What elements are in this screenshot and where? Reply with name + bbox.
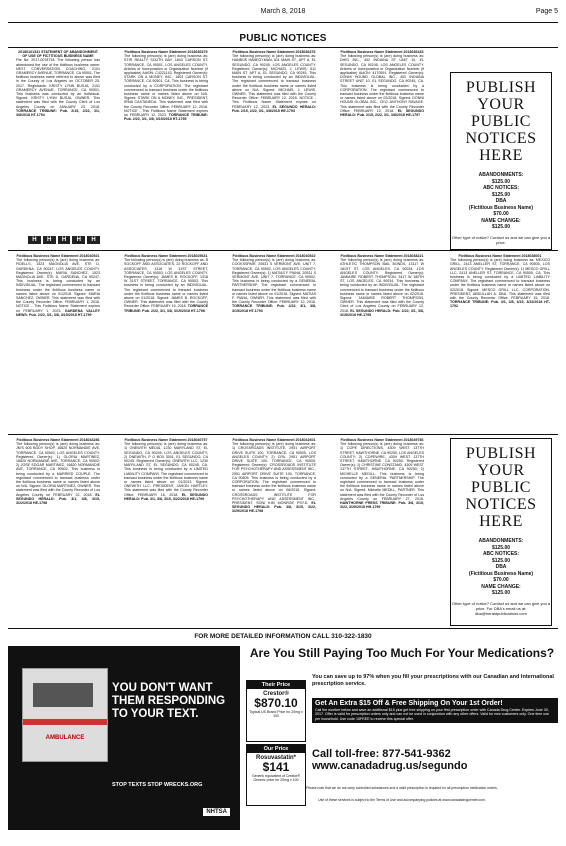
notice-body: The following person(s) is (are) doing business as: HANBOK HANEGYMAN, 611 MAIN ST., APT A, EL SEGUNDO, CA 90245, LOS ANGELES COUNTY. Registered Owner(s): MICHAEL J. LEWIS, 611 MAIN ST. APT A, EL SEGUNDO, CA 90245. This business is being conducted by an INDIVIDUAL. The registrant commenced to transact business under the fictitious business name or names listed above on N/A. Signed: MICHAEL J. LEWIS, OWNER. This statement was filed with the County Recorder Office: FEBRUARY 12, 2018. NOTICE - This Fictitious Name Statement expires on FEBRUARY 12, 2023. <box>232 54 316 109</box>
notice-pub: TORRANCE TRIBUNE: Pub. 2/22, 3/1, 3/8, 3/15/2018 HT-1793 <box>232 304 316 313</box>
ad-note: Other type of notice? Contact us and we can give you a price. <box>451 234 551 245</box>
filler-logos <box>28 236 100 244</box>
notice-title: Fictitious Business Name Statement 2018049786 <box>340 438 424 442</box>
terms-print: Use of these services is subject to the Terms of Use and accompanying policies at www.canadadrugcenter.com. <box>318 798 486 802</box>
section-title: PUBLIC NOTICES <box>239 33 327 44</box>
nhtsa-logo: NHTSA <box>203 808 230 816</box>
ambulance-stripe <box>23 719 107 725</box>
notice-pub: TORRANCE TRIBUNE: Pub. 2/22, 3/1, 3/8, 3/15/2018 HT-1795 <box>124 113 208 122</box>
notice-pub: EL SEGUNDO HERALD: Pub. 2/22, 3/1, 3/8, 3/15/2018 HE-1795 <box>340 308 424 317</box>
fee-list: ABANDONMENTS: $125.00 ABC NOTICES: $125.00 DBA (Fictitious Business Name) $70.00 NAME CHANGE: $125.00 <box>468 538 534 596</box>
section-rule <box>8 47 558 48</box>
page-header <box>0 0 566 22</box>
notice-title: Fictitious Business Name Statement 2018040522 <box>232 254 316 258</box>
fee-list: ABANDONMENTS: $125.00 ABC NOTICES: $125.00 DBA (Fictitious Business Name) $70.00 NAME CHANGE: $125.00 <box>468 172 534 230</box>
info-bar: FOR MORE DETAILED INFORMATION CALL 310-322-1830 <box>194 633 372 640</box>
notice-pub: GARDENA VALLEY NEWS: Pub. 2/22, 3/1, 3/8, 3/15/2018 HT-1799 <box>16 308 100 317</box>
website-link[interactable]: www.canadadrug.us/segundo <box>312 760 468 772</box>
ad-headline: PUBLISH YOUR PUBLIC NOTICES HERE <box>465 445 537 530</box>
notice <box>124 50 208 246</box>
pharmacy-ad-tagline: You can save up to 97% when you fill your prescriptions with our Canadian and International prescription service. <box>312 674 554 687</box>
row-rule <box>8 250 558 251</box>
our-price-box: Our Price Rosuvastatin* $141 Generic equivalent of Crestor® Generic price for 20mg x 100 <box>246 744 306 806</box>
fine-print: Please note that we do not carry controlled substances and a valid prescription is required for all prescription medication orders. <box>306 786 498 790</box>
notice-pub: EL SEGUNDO HERALD: Pub. 2/15, 2/22, 3/1, 3/8/2018 HE-1797 <box>340 108 424 118</box>
notice-title: Fictitious Business Name Statement 2018044286 <box>16 438 100 442</box>
notice-title: Fictitious Business Name Statement 2018036376 <box>232 50 316 54</box>
publish-notices-ad <box>450 438 552 626</box>
notice-pub: HAWTHORNE PRESS TRIBUNE: Pub. 3/8, 3/15, 3/22, 3/29/2018 HH-1799 <box>340 501 424 510</box>
texting-ad-sub: STOP TEXTS STOP WRECKS.ORG <box>112 782 203 788</box>
notice-title: Fictitious Business Name Statement 2018036443 <box>340 50 424 54</box>
notice <box>232 438 316 626</box>
notice <box>340 254 424 432</box>
filler-logo: H <box>58 236 71 244</box>
filler-logo: H <box>28 236 41 244</box>
pharmacy-ad-headline: Are You Still Paying Too Much For Your Medications? <box>249 646 555 660</box>
row-rule <box>8 434 558 435</box>
texting-ad-headline: YOU DON'T WANT THEM RESPONDING TO YOUR TEXT. <box>112 682 226 720</box>
notice-body: The following person(s) is (are) doing business as: FIDELLS, 1523 MAGNOLIA AVE, STE D, GARDENA, CA 90247, LOS ANGELES COUNTY. Registered Owner(s): MARIA SANCHEZ, 1523 MAGNOLIA AVE, STE D, GARDENA, CA 90247. This business is being conducted by an INDIVIDUAL. The registrant commenced to transact business under the fictitious business name or names listed above on 01/2018. Signed: MARIA SANCHEZ, OWNER. This statement was filed with the County Recorder Office: FEBRUARY 1, 2018. NOTICE - This Fictitious Name Statement expires on FEBRUARY 1, 2023. <box>16 258 100 313</box>
notice-body: The following person(s) is (are) doing business as: COOKSSPAIR, 20531 S VERMONT AVE, UNIT 7, TORRANCE, CA 90502, LOS ANGELES COUNTY. Registered Owner(s): 1) MATIAS F PIANA, 20531 S VERMONT AVE, UNIT 7, TORRANCE, CA 90502. This business is being conducted by a GENERAL PARTNERSHIP. The registrant commenced to transact business under the fictitious business name or names listed above on 01/2018. Signed: MATIAS F. PIANA, OWNER. This statement was filed with the County Recorder Office: FEBRUARY 12, 2018. <box>232 258 316 305</box>
notice-body: The following person(s) is (are) doing business as: STIR REALTY SOUTH BAY, 1603 CARSON ST. TORRANCE, CA 90501, LOS ANGELES COUNTY. Articles of Incorporation or Organization Number (if applicable) AI#ON: C4221143. Registered Owner(s): STARK ON A MONEY, INC., 1603 CARSON ST. TORRANCE, CA 90501, CA. This business is being conducted by a CORPORATION. The registrant commenced to transact business under the fictitious business name or names listed above on N/A. Signed: STARK ON A MONEY, INC., PRESIDENT, IRMA CASTANEDA. This statement was filed with the County Recorder Office: FEBRUARY 12, 2018. NOTICE - This Fictitious Name Statement expires on FEBRUARY 12, 2023. <box>124 54 208 118</box>
notice-pub: TORRANCE TRIBUNE: Pub. 2/22, 3/1, 3/8, 3/15/2018 HT-1798 <box>124 304 208 313</box>
ambulance-window <box>33 683 93 707</box>
row-rule <box>8 628 558 629</box>
ambulance-image <box>22 668 108 762</box>
notice-pub: EL SEGUNDO HERALD: Pub. 3/8, 3/15, 3/22, 3/29/2018 HE-1798 <box>232 501 316 514</box>
header-rule <box>8 22 558 23</box>
filler-logo: H <box>72 236 85 244</box>
ad-note: Other type of notice? Contact us and we can give you a price. For DBA's email us at: dba@heraldpublications.com <box>451 600 551 616</box>
notice-title: Fictitious Business Name Statement 2018038001 <box>458 254 542 258</box>
notice-body: The following person(s) is (are) doing business as: 1) COPE DIRECTIONS, 4309 WEST 137TH STREET, HAWTHORNE, CA 90250, LOS ANGELES COUNTY; 2) COPEWIRE, 4309 WEST 137TH STREET, HAWTHORNE, CA 90250. Registered Owner(s): 1) CHRISTINE CONSTAND, 4309 WEST 137TH STREET, HAWTHORNE, CA 90250; 2) MICHELLE MEDILL. This business is being conducted by a GENERAL PARTNERSHIP. The registrant commenced to transact business under the fictitious business name or names listed above on N/A. Signed: Michelle MEDILL, PARTNER. This statement was filed with the County Recorder of Los Angeles County on FEBRUARY 27, 2018. <box>340 442 424 501</box>
notice <box>124 438 208 626</box>
notice <box>340 438 424 626</box>
filler-logo: H <box>43 236 56 244</box>
notice-body: The following person(s) is (are) doing business as: B SOCKOFF AND ASSOCIATES, 22 ROCKOFF AND ASSOCIATES, 1318 W 31ST STREET, TORRANCE, CA 90503, LOS ANGELES COUNTY. Registered Owner(s): JAMES B. ROCKOFF, 1318 W 31ST STREET, TORRANCE, CA 90503. This business is being conducted by an INDIVIDUAL. The registrant commenced to transact business under the fictitious business name or names listed above on 01/2018. Signed: JAMES B. ROCKOFF, OWNER. This statement was filed with the County Recorder Office: FEBRUARY 15, 2018. <box>124 258 208 309</box>
notice-pub: TORRANCE TRIBUNE: Pub. 3/1, 3/8, 3/15, 3/22/2018 HT-1792 <box>450 300 550 309</box>
notice-body: The following person(s) is (are) doing business as: ATHLETIC THOMPSON BAIL BONDS, 13117 W 181ST ST, LOS ANGELES, CA 90034, LOS ANGELES COUNTY. Registered Owner(s): JAMIAIRE ROBERT THOMPSON, 3417 W 180TH ST, LOS ANGELES, CA 90034. This business is being conducted by an INDIVIDUAL. The registrant commenced to transact business under the fictitious business name or names listed above on 02/2018. Signed: JAMIAIRE ROBERT THOMPSON, OWNER. This statement was filed with the County Clerk of Los Angeles County on FEBRUARY 12, 2018. <box>340 258 424 313</box>
publish-notices-ad <box>450 72 552 250</box>
notice-title: Fictitious Business Name Statement 2018038221 <box>340 254 424 258</box>
notice <box>340 50 424 246</box>
ambulance-label: AMBULANCE <box>45 735 85 741</box>
notice-title: Fictitious Business Name Statement 2018036379 <box>124 50 208 54</box>
notice-pub: TORRANCE TRIBUNE: Pub. 2/15, 2/22, 3/1, 3/8/2018 HT-1794 <box>16 108 100 118</box>
offer-box: Get An Extra $15 Off & Free Shipping On Your 1st Order! Call the number below and save an additional $15 plus get free shipping on your first prescription order with Canada Drug Center. Expires June 30, 2017. Offer is valid for prescription orders only and can not be used in conjunction with any other offers. Valid for new customers only. One time use per household. Use code 15FREE to receive this special offer. <box>312 698 558 723</box>
notice-body: The following person(s) is (are) doing business as: DHIG INC., 402 INDIANA ST UNIT 10, EL SEGUNDO, CA 90245, LOS ANGELES COUNTY. Articles of Incorporation or Organization Number (if applicable) AI#ON: 4170591. Registered Owner(s): DONNI HOUND GLOBAL INC., 402 INDIANA STREET UNIT 10, EL SEGUNDO, CA 90245, CA. This business is being conducted by a CORPORATION. The registrant commenced to transact business under the fictitious business name or names listed above on 02/2018. Signed: DONNI HOUND GLOBAL INC., CEO, ANTHONY RAVAGE. This statement was filed with the County Recorder Office: FEBRUARY 12, 2018. <box>340 54 424 113</box>
notice-body: The following person(s) is (are) doing business as: 1) CROSSROADS INSTITUTE, 2951 AIRPORT DRIVE SUITE 100, TORRANCE, CA 90505, LOS ANGELES COUNTY; 2) CPA, 2951 AIRPORT DRIVE SUITE 100, TORRANCE, CA 90505. Registered Owner(s): CROSSROADS INSTITUTE FOR PSYCHOTHERAPY AND ASSESSMENT INC., 2951 AIRPORT DRIVE SUITE 100, TORRANCE, CA 90505. This business is being conducted by a CORPORATION. The registrant commenced to transact business under the fictitious business name or names listed above on 06/2015. Signed: CROSSROADS INSTITUTE FOR PSYCHOTHERAPY AND ASSESSMENT INC., PRESIDENT, SONI KIM MONROE PSY.D. <box>232 442 316 506</box>
notice-title: Fictitious Business Name Statement 2018042601 <box>232 438 316 442</box>
notices-row-2 <box>16 254 550 432</box>
ad-headline: PUBLISH YOUR PUBLIC NOTICES HERE <box>465 79 537 164</box>
notice-body: The following person(s) is (are) doing business as: JM'S 605 BODY SHOP, 16820 NORMANDIE AVE, TORRANCE, CA 90502, LOS ANGELES COUNTY. Registered Owner(s): 1) GLORIA MARTINEZ, 16820 NORMANDIE AVE, TORRANCE, CA 90502; 2) JOSE EDGAR MARTINEZ, 16820 NORMANDIE AVE, TORRANCE, CA 90502. This business is being conducted by a MARRIED COUPLE. The registrant commenced to transact business under the fictitious business name or names listed above on N/A. Signed: GLORIA MARTINEZ, OWNER. This statement was filed with the County Recorder of Los Angeles County on FEBRUARY 22, 2018. <box>16 442 100 497</box>
notice-pub: EL SEGUNDO HERALD: Pub. 3/1, 3/8, 3/15, 3/22/2018 HE-1799 <box>124 492 208 501</box>
phone-number[interactable]: Call toll-free: 877-541-9362 www.canadadrug.us/segundo <box>312 748 468 772</box>
notice <box>16 254 100 432</box>
notice-title: Fictitious Business Name Statement 2018040521 <box>16 254 100 258</box>
notice <box>124 254 208 432</box>
notice <box>16 50 100 246</box>
filler-logo: H <box>87 236 100 244</box>
notice <box>232 50 316 246</box>
notice <box>450 254 550 432</box>
notice <box>16 438 100 626</box>
pharmacy-ad <box>246 646 558 830</box>
page-number: Page 5 <box>535 7 558 15</box>
notice <box>232 254 316 432</box>
notice-body: The following person(s) is (are) doing business as: 1) ONEWITH MEDIA, 1230 MARYLAND ST, EL SEGUNDO, CA 90245, LOS ANGELES COUNTY; 2) ONEWITH, P O BOX 3001, EL SEGUNDO, CA 90245. Registered Owner(s): ONEWITH LLC, 1230 MARYLAND ST, EL SEGUNDO, CA 90245, CA. This business is being conducted by a LIMITED LIABILITY COMPANY. The registrant commenced to transact business under the fictitious business name or names listed above on: 01/2013. Signed: ONEWITH LLC, PRESIDENT, JASON HARTLEY. This statement was filed with the County Recorder Office: FEBRUARY 16, 2018. <box>124 442 208 497</box>
notice-title: Fictitious Business Name Statement 2018040757 <box>124 438 208 442</box>
notice-pub: EL SEGUNDO HERALD: Pub. 2/15, 2/22, 3/1, 3/8/2018 HE-1793 <box>232 104 316 113</box>
notice-body: The following person(s) is (are) doing business as: MEXICO GRILL, 2413 ANELLER ST, TORRANCE, CA 90505, LOS ANGELES COUNTY. Registered Owner(s): 1) MESCO GRILL LLC, 2413 ANELLER ST, TORRANCE, CA 90505, CA. This business is being conducted by a LIMITED LIABILITY COMPANY. The registrant commenced to transact business under the fictitious business name or names listed above on 02/2018. Signed: MESCO GRILL LLC, CORPORATION, PRESIDENT, ABDULLAH A. DBA. This statement was filed with the County Recorder Office: FEBRUARY 15, 2018. <box>450 258 550 301</box>
notice-title: 20180161331 STATEMENT OF ABANDONMENT OF USE OF FICTITIOUS BUSINESS NAME <box>18 50 98 59</box>
issue-date: March 8, 2018 <box>260 7 306 15</box>
notice-body: File No: 2017-0078734. The following person has abandoned the use of the fictitious business name: NEXT CONVERSATION COACHING, 2101 GRAMERCY AVENUE, TORRANCE, CA 90501. The fictitious business name referred to above was filed in the County of Los Angeles on OCTOBER 25, 2017. Registrants: KRISTY LYNN BUSJA, 2101 GRAMERCY AVENUE, TORRANCE, CA 90501. This business was conducted by an Individual. Signed: KRISTY LYNN BUSJA, OWNER. This statement was filed with the County Clerk of Los Angeles County on JANUARY 23, 2018. <box>16 58 100 109</box>
their-price-box: Their Price Crestor® $870.10 Typical US Brand Price for 20mg x 100 <box>246 680 306 742</box>
notice-pub: EL SEGUNDO HERALD: Pub. 3/1, 3/8, 3/15, 3/22/2018 HE-1798 <box>16 492 100 506</box>
texting-ad <box>8 646 240 830</box>
notice-title: Fictitious Business Name Statement 2018025631 <box>124 254 208 258</box>
